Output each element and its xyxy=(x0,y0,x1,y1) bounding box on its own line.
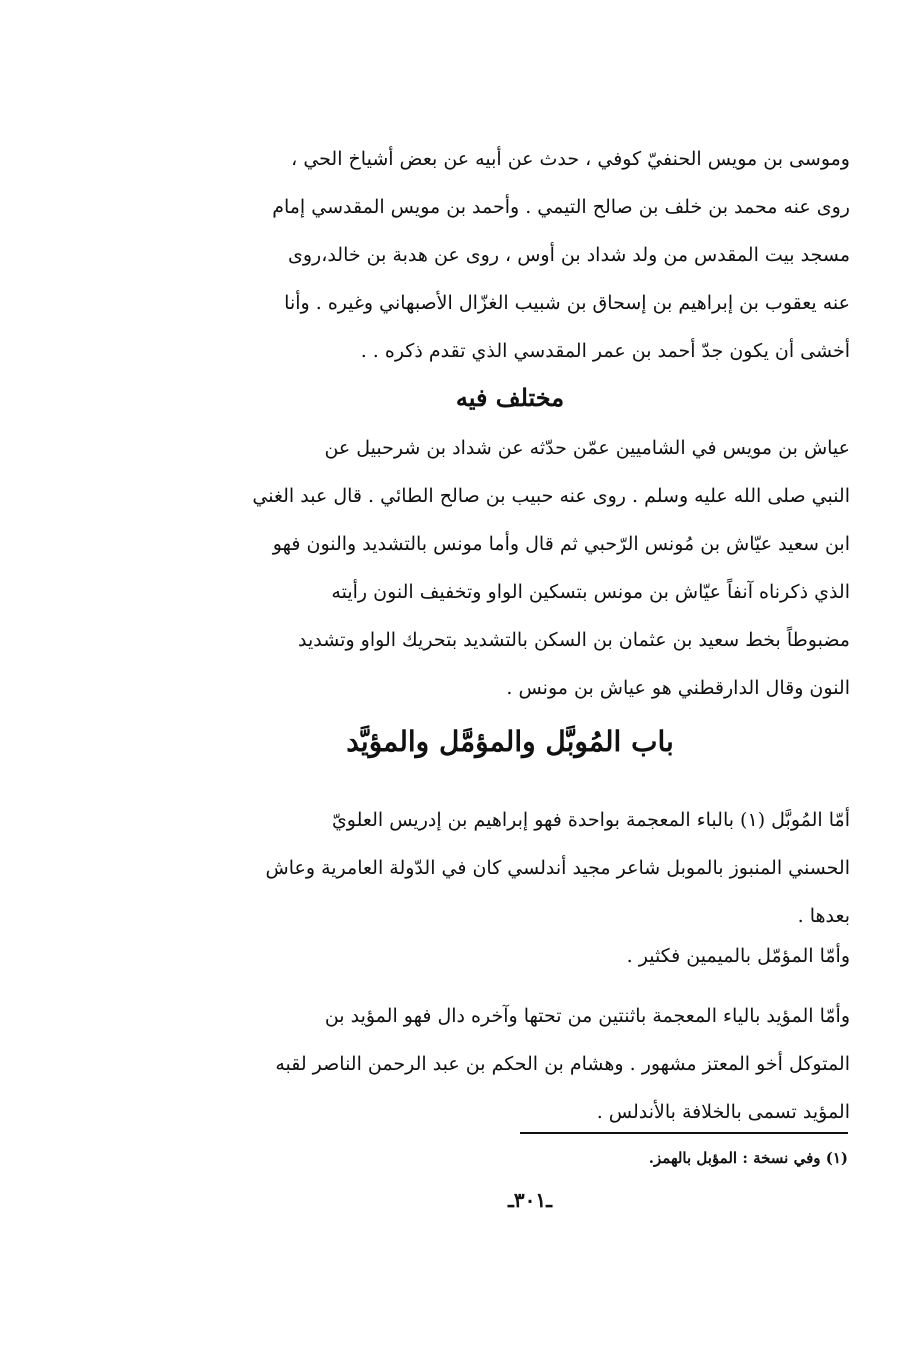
paragraph-4 xyxy=(190,932,850,980)
text-line: عياش بن مويس في الشاميين عمّن حدّثه عن شداد بن شرحبيل عن xyxy=(324,437,850,459)
text-line: عنه يعقوب بن إبراهيم بن إسحاق بن شبيب الغزّال الأصبهاني وغيره . وأنا xyxy=(284,292,850,314)
footnote: (١) وفي نسخة : المؤبل بالهمز. xyxy=(648,1149,848,1167)
section-heading-mukhtalaf: مختلف فيه xyxy=(455,383,565,412)
text-line: وأمّا المؤيد بالياء المعجمة باثنتين من تحتها وآخره دال فهو المؤيد بن xyxy=(324,1005,850,1027)
text-line: الحسني المنبوز بالموبل شاعر مجيد أندلسي كان في الدّولة العامرية وعاش xyxy=(265,857,850,879)
text-line: المتوكل أخو المعتز مشهور . وهشام بن الحكم بن عبد الرحمن الناصر لقبه xyxy=(275,1053,850,1075)
text-line: وموسى بن مويس الحنفيّ كوفي ، حدث عن أبيه عن بعض أشياخ الحي ، xyxy=(291,148,850,170)
text-line: أخشى أن يكون جدّ أحمد بن عمر المقدسي الذي تقدم ذكره . . xyxy=(360,340,850,362)
paragraph-2 xyxy=(190,424,850,712)
paragraph-1 xyxy=(190,135,850,375)
text-line: مضبوطاً بخط سعيد بن عثمان بن السكن بالتشديد بتحريك الواو وتشديد xyxy=(297,629,850,651)
chapter-heading-bab: باب المُوبَّل والمؤمَّل والمؤيَّد xyxy=(346,725,674,758)
text-line: مسجد بيت المقدس من ولد شداد بن أوس ، روى عن هدبة بن خالد،روى xyxy=(287,244,850,266)
text-line: ابن سعيد عيّاش بن مُونس الرّحبي ثم قال وأما مونس بالتشديد والنون فهو xyxy=(272,533,850,555)
paragraph-5 xyxy=(190,992,850,1136)
text-line: النون وقال الدارقطني هو عياش بن مونس . xyxy=(506,677,850,699)
paragraph-3 xyxy=(190,796,850,940)
text-line: روى عنه محمد بن خلف بن صالح التيمي . وأحمد بن مويس المقدسي إمام xyxy=(272,196,850,218)
footnote-divider xyxy=(520,1132,848,1134)
text-line: المؤيد تسمى بالخلافة بالأندلس . xyxy=(596,1101,850,1123)
page-number: ـ٣٠١ـ xyxy=(508,1188,552,1212)
text-line: الذي ذكرناه آنفاً عيّاش بن مونس بتسكين الواو وتخفيف النون رأيته xyxy=(331,581,850,603)
text-line: وأمّا المؤمّل بالميمين فكثير . xyxy=(626,945,850,967)
text-line: النبي صلى الله عليه وسلم . روى عنه حبيب بن صالح الطائي . قال عبد الغني xyxy=(252,485,850,507)
text-line: بعدها . xyxy=(797,905,850,927)
text-line: أمّا المُوبَّل (١) بالباء المعجمة بواحدة فهو إبراهيم بن إدريس العلويّ xyxy=(331,809,850,831)
